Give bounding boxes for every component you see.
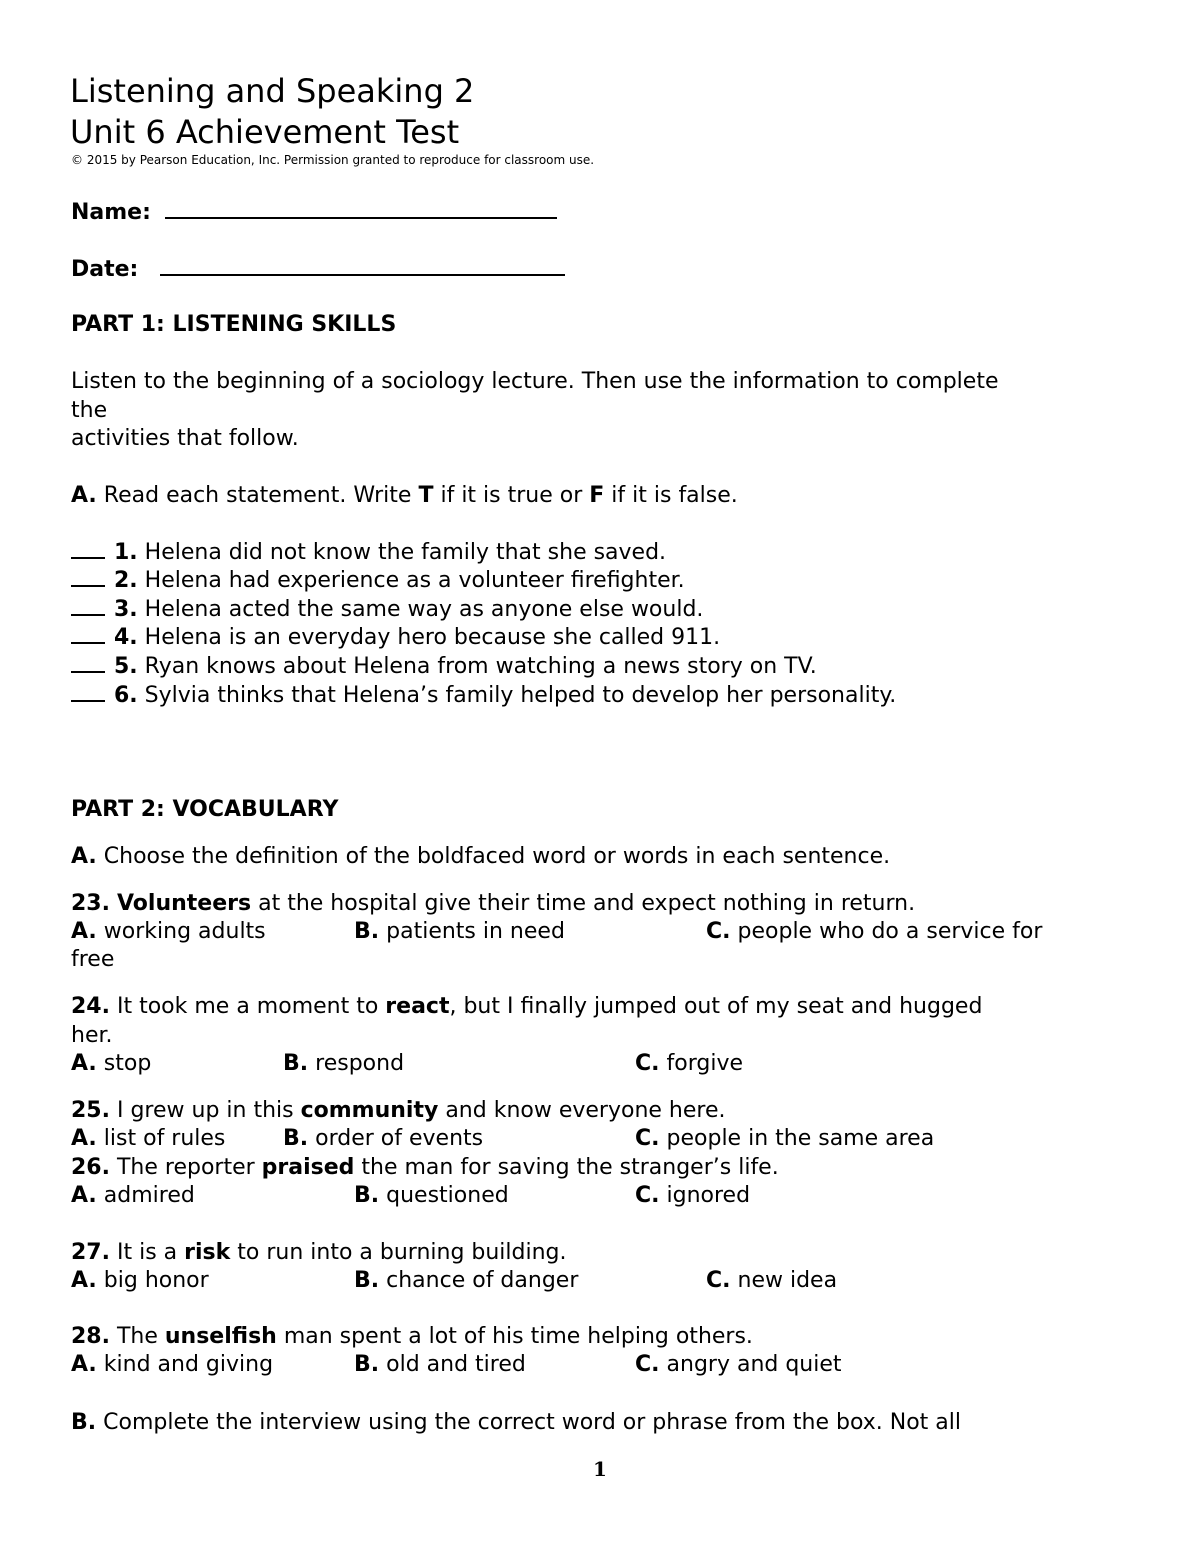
item-number: 2. xyxy=(114,568,138,593)
item-text: Helena is an everyday hero because she called 911. xyxy=(137,625,721,650)
option-label: C. xyxy=(635,1126,660,1151)
option-text: respond xyxy=(315,1051,405,1076)
option-text: forgive xyxy=(666,1051,744,1076)
option-label: C. xyxy=(635,1352,660,1377)
item-text: Ryan knows about Helena from watching a news story on TV. xyxy=(137,654,817,679)
true-letter: T xyxy=(418,483,434,508)
option-label: C. xyxy=(706,919,731,944)
question-number: 25. xyxy=(71,1098,110,1123)
question-number: 26. xyxy=(71,1155,110,1180)
item-text: Helena acted the same way as anyone else would. xyxy=(137,597,704,622)
option-a[interactable] xyxy=(71,1125,225,1153)
question-28 xyxy=(71,1323,753,1351)
page-number: 1 xyxy=(593,1457,607,1481)
tf-item xyxy=(71,624,720,652)
question-text: the man for saving the stranger’s life. xyxy=(354,1155,779,1180)
item-number: 6. xyxy=(114,683,138,708)
option-a[interactable] xyxy=(71,1267,209,1295)
tf-item xyxy=(71,653,817,681)
option-text: kind and giving xyxy=(103,1352,274,1377)
option-text: big honor xyxy=(103,1268,209,1293)
bold-word: react xyxy=(385,994,450,1019)
option-label: A. xyxy=(71,1051,97,1076)
option-text: people in the same area xyxy=(666,1126,935,1151)
option-c[interactable] xyxy=(635,1125,934,1153)
option-label: A. xyxy=(71,1183,97,1208)
part1-section-a-instruction xyxy=(71,482,738,510)
part2-section-b-instruction xyxy=(71,1409,961,1437)
option-label: B. xyxy=(354,1268,380,1293)
bold-word: community xyxy=(300,1098,439,1123)
item-number: 1. xyxy=(114,540,138,565)
question-text: It is a xyxy=(109,1240,185,1265)
tf-item xyxy=(71,596,703,624)
answer-blank[interactable] xyxy=(71,624,105,644)
option-label: B. xyxy=(283,1126,309,1151)
bold-word: praised xyxy=(261,1155,355,1180)
option-label: C. xyxy=(706,1268,731,1293)
option-text: new idea xyxy=(737,1268,838,1293)
question-number: 24. xyxy=(71,994,110,1019)
option-text: questioned xyxy=(386,1183,509,1208)
answer-blank[interactable] xyxy=(71,682,105,702)
option-text: chance of danger xyxy=(386,1268,579,1293)
question-number: 28. xyxy=(71,1324,110,1349)
option-c[interactable] xyxy=(635,1351,842,1379)
question-text: at the hospital give their time and expect nothing in return. xyxy=(251,891,916,916)
option-text: stop xyxy=(103,1051,152,1076)
option-c[interactable] xyxy=(635,1050,743,1078)
instruction-text: Read each statement. Write xyxy=(96,483,419,508)
option-a[interactable] xyxy=(71,1351,273,1379)
date-row xyxy=(71,254,565,284)
date-blank[interactable] xyxy=(160,254,565,276)
document-title-line2: Unit 6 Achievement Test xyxy=(70,113,460,151)
part1-intro-line2: the xyxy=(71,398,108,423)
option-label: A. xyxy=(71,1268,97,1293)
option-label: A. xyxy=(71,1126,97,1151)
question-text: man spent a lot of his time helping others. xyxy=(276,1324,753,1349)
option-a[interactable] xyxy=(71,1050,151,1078)
option-text: admired xyxy=(103,1183,195,1208)
name-blank[interactable] xyxy=(165,197,557,219)
question-25 xyxy=(71,1097,726,1125)
option-label: C. xyxy=(635,1051,660,1076)
question-23 xyxy=(71,890,915,918)
option-label: B. xyxy=(283,1051,309,1076)
option-text: old and tired xyxy=(386,1352,526,1377)
option-label: A. xyxy=(71,1352,97,1377)
tf-item xyxy=(71,567,685,595)
answer-blank[interactable] xyxy=(71,539,105,559)
option-text: angry and quiet xyxy=(666,1352,842,1377)
part2-section-a-instruction xyxy=(71,843,890,871)
option-label: B. xyxy=(354,1352,380,1377)
option-text: people who do a service for xyxy=(737,919,1043,944)
option-c[interactable] xyxy=(706,1267,837,1295)
question-text: to run into a burning building. xyxy=(230,1240,567,1265)
tf-item xyxy=(71,539,666,567)
item-text: Helena did not know the family that she saved. xyxy=(137,540,667,565)
question-24-continued: her. xyxy=(71,1023,113,1048)
option-text: order of events xyxy=(315,1126,484,1151)
option-c[interactable] xyxy=(706,918,1042,946)
question-text: and know everyone here. xyxy=(438,1098,726,1123)
false-letter: F xyxy=(589,483,605,508)
answer-blank[interactable] xyxy=(71,567,105,587)
item-text: Helena had experience as a volunteer firefighter. xyxy=(137,568,685,593)
answer-blank[interactable] xyxy=(71,653,105,673)
question-text xyxy=(110,891,117,916)
option-b[interactable] xyxy=(283,1125,483,1153)
section-letter: A. xyxy=(71,483,97,508)
item-number: 3. xyxy=(114,597,138,622)
document-title-line1: Listening and Speaking 2 xyxy=(70,72,475,110)
question-number: 23. xyxy=(71,891,110,916)
option-text: ignored xyxy=(666,1183,751,1208)
item-number: 5. xyxy=(114,654,138,679)
instruction-text: Complete the interview using the correct word or phrase from the box. Not all xyxy=(96,1410,961,1435)
item-number: 4. xyxy=(114,625,138,650)
part2-heading: PART 2: VOCABULARY xyxy=(71,797,339,822)
bold-word: unselfish xyxy=(164,1324,277,1349)
instruction-text: if it is false. xyxy=(604,483,738,508)
part1-heading: PART 1: LISTENING SKILLS xyxy=(71,312,397,337)
option-label: B. xyxy=(354,1183,380,1208)
tf-item xyxy=(71,682,896,710)
instruction-text: if it is true or xyxy=(433,483,590,508)
part1-intro-line3: activities that follow. xyxy=(71,426,299,451)
option-label: C. xyxy=(635,1183,660,1208)
question-27 xyxy=(71,1239,567,1267)
option-a[interactable] xyxy=(71,1182,195,1210)
bold-word: Volunteers xyxy=(116,891,252,916)
copyright-notice: © 2015 by Pearson Education, Inc. Permission granted to reproduce for classroom use. xyxy=(71,153,595,167)
option-c-wrap: free xyxy=(71,947,115,972)
question-text: It took me a moment to xyxy=(109,994,386,1019)
option-text: working adults xyxy=(103,919,266,944)
option-text: patients in need xyxy=(386,919,565,944)
question-text: The xyxy=(109,1324,165,1349)
option-a[interactable] xyxy=(71,918,266,946)
date-label: Date: xyxy=(71,257,139,282)
question-number: 27. xyxy=(71,1240,110,1265)
question-24 xyxy=(71,993,982,1021)
option-b[interactable] xyxy=(354,1182,509,1210)
option-b[interactable] xyxy=(283,1050,404,1078)
section-letter: B. xyxy=(71,1410,97,1435)
option-c[interactable] xyxy=(635,1182,750,1210)
option-text: list of rules xyxy=(103,1126,226,1151)
question-text: The reporter xyxy=(109,1155,262,1180)
option-label: B. xyxy=(354,919,380,944)
instruction-text: Choose the definition of the boldfaced word or words in each sentence. xyxy=(96,844,891,869)
section-letter: A. xyxy=(71,844,97,869)
name-row xyxy=(71,197,557,227)
part1-intro-line1: Listen to the beginning of a sociology lecture. Then use the information to complete xyxy=(71,369,999,394)
item-text: Sylvia thinks that Helena’s family helped to develop her personality. xyxy=(137,683,897,708)
option-b[interactable] xyxy=(354,918,565,946)
bold-word: risk xyxy=(184,1240,231,1265)
answer-blank[interactable] xyxy=(71,596,105,616)
option-label: A. xyxy=(71,919,97,944)
option-b[interactable] xyxy=(354,1267,578,1295)
question-text: , but I finally jumped out of my seat and hugged xyxy=(449,994,983,1019)
question-text: I grew up in this xyxy=(109,1098,301,1123)
option-b[interactable] xyxy=(354,1351,526,1379)
name-label: Name: xyxy=(71,200,151,225)
question-26 xyxy=(71,1154,779,1182)
